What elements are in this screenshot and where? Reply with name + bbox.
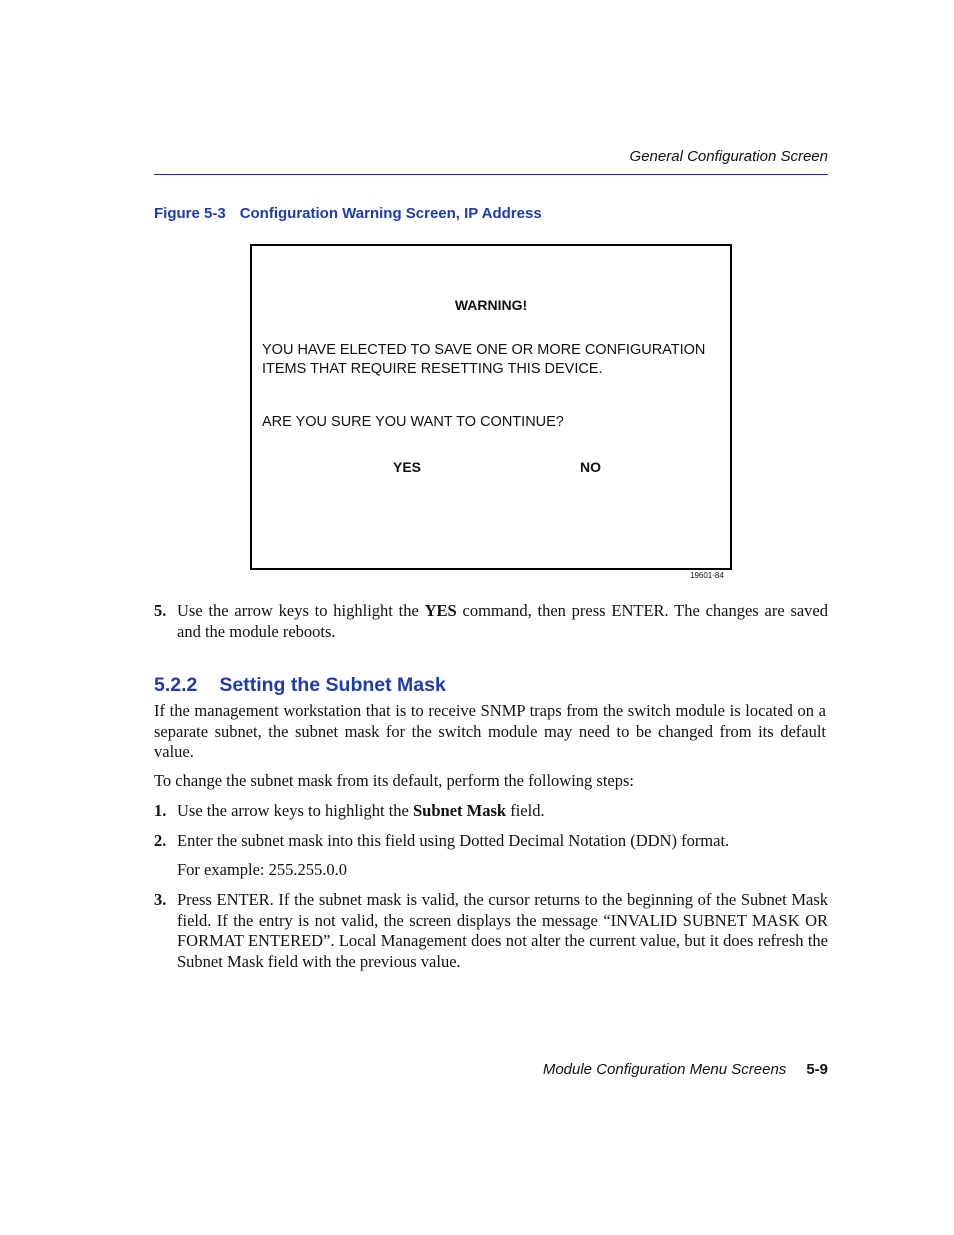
warning-screen: [250, 244, 732, 570]
section-number: 5.2.2: [154, 674, 198, 696]
step-number: 2.: [154, 831, 167, 850]
step-3: [154, 890, 828, 972]
step-text: Enter the subnet mask into this field using Dotted Decimal Notation (DDN) format.: [177, 831, 730, 850]
step-text: Use the arrow keys to highlight the Subnet Mask field.: [177, 801, 545, 820]
section-heading: [154, 674, 446, 697]
section-title: Setting the Subnet Mask: [219, 674, 446, 696]
figure-title: Configuration Warning Screen, IP Address: [239, 205, 542, 222]
intro-paragraph: If the management workstation that is to receive SNMP traps from the switch module is located on a separate subnet, the subnet mask for the switch module may need to be changed from its default value.: [154, 701, 826, 761]
footer-title: Module Configuration Menu Screens: [542, 1061, 787, 1078]
yes-keyword: YES: [424, 601, 457, 620]
figure-label: Figure 5-3: [154, 205, 226, 222]
figure-caption: [154, 205, 542, 222]
warning-heading: WARNING!: [454, 297, 528, 313]
page-number: 5-9: [806, 1061, 828, 1078]
step-number: 1.: [154, 801, 167, 820]
warning-message: [262, 341, 705, 378]
warning-question: ARE YOU SURE YOU WANT TO CONTINUE?: [262, 414, 564, 430]
warning-message-line-1: YOU HAVE ELECTED TO SAVE ONE OR MORE CONFIGURATION: [262, 342, 706, 358]
lead-paragraph: To change the subnet mask from its default, perform the following steps:: [154, 771, 634, 790]
example-text: For example: 255.255.0.0: [177, 860, 348, 879]
running-footer: [154, 1061, 828, 1078]
header-rule: [154, 174, 828, 175]
step-number: 5.: [154, 601, 167, 620]
warning-message-line-2: ITEMS THAT REQUIRE RESETTING THIS DEVICE.: [262, 360, 603, 377]
step-5: [154, 601, 828, 642]
subnet-mask-keyword: Subnet Mask: [413, 801, 507, 820]
step-text: Press ENTER. If the subnet mask is valid, the cursor returns to the beginning of the Subnet Mask field. If the entry is not valid, the screen displays the message “INVALID SUBNET MASK OR FORMAT ENTERED”. Local Management does not alter the current value, but it does refresh the Subnet Mask field with the previous value.: [177, 890, 828, 971]
step-2: [154, 831, 828, 852]
figure-id: 19601-84: [690, 571, 724, 580]
step-1: [154, 801, 828, 822]
step-text: Use the arrow keys to highlight the YES command, then press ENTER. The changes are saved and the module reboots.: [177, 601, 829, 641]
running-header: General Configuration Screen: [629, 148, 828, 165]
step-number: 3.: [154, 890, 167, 909]
no-command[interactable]: NO: [580, 459, 601, 475]
yes-command[interactable]: YES: [393, 459, 422, 475]
